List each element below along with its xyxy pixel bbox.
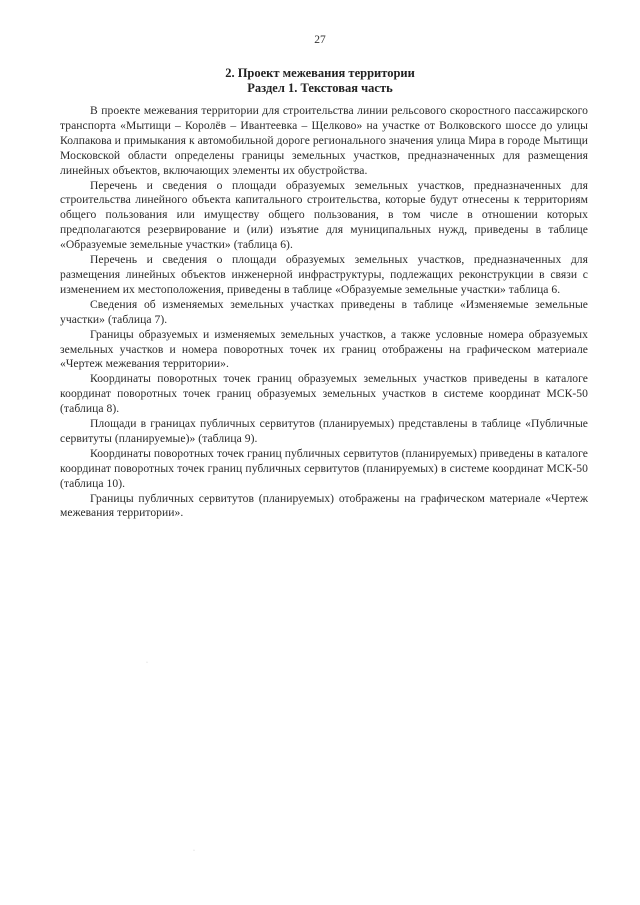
paragraph-9: Границы публичных сервитутов (планируемых) отображены на графическом материале «Чертеж межевания территории». xyxy=(60,491,588,520)
paragraph-8: Координаты поворотных точек границ публичных сервитутов (планируемых) приведены в каталоге координат поворотных точек границ публичных сервитутов (планируемых) в системе координат МСК-50 (таблица 10). xyxy=(60,446,588,490)
paragraph-4: Сведения об изменяемых земельных участках приведены в таблице «Изменяемые земельные участки» (таблица 7). xyxy=(60,297,588,326)
body-text xyxy=(60,104,588,521)
paragraph-1: В проекте межевания территории для строительства линии рельсового скоростного пассажирского транспорта «Мытищи – Королёв – Ивантеевка – Щелково» на участке от Волковского шоссе до улицы Колпакова и примыкания к автомобильной дороге регионального значения улица Мира в городе Мытищи Московской области определены границы земельных участков, предназначенных для размещения линейных объектов, включающих элементы их обустройства. xyxy=(60,104,588,177)
page-number: 27 xyxy=(314,34,326,46)
heading-title: 2. Проект межевания территории xyxy=(225,66,415,80)
paragraph-6: Координаты поворотных точек границ образуемых земельных участков приведены в каталоге координат поворотных точек границ образуемых земельных участков в системе координат МСК-50 (таблица 8). xyxy=(60,372,588,416)
scan-speck: · xyxy=(193,848,195,854)
section-heading xyxy=(60,66,580,96)
paragraph-7: Площади в границах публичных сервитутов (планируемых) представлены в таблице «Публичные сервитуты (планируемые)» (таблица 9). xyxy=(60,417,588,445)
paragraph-5: Границы образуемых и изменяемых земельных участков, а также условные номера образуемых земельных участков и номера поворотных точек их границ отображены на графическом материале «Чертеж межевания территории». xyxy=(60,327,588,371)
paragraph-3: Перечень и сведения о площади образуемых земельных участков, предназначенных для размещения линейных объектов инженерной инфраструктуры, подлежащих реконструкции в связи с изменением их местоположения, приведены в таблице «Образуемые земельные участки» таблица 6. xyxy=(60,253,588,296)
scan-speck: · xyxy=(146,660,148,666)
paragraph-2: Перечень и сведения о площади образуемых земельных участков, предназначенных для строительства линейного объекта капитального строительства, которые будут отнесены к территориям общего пользования или имуществу общего пользования, в том числе в отношении которых предполагаются резервирование и (или) изъятие для муниципальных нужд, приведены в таблице «Образуемые земельные участки» (таблица 6). xyxy=(60,178,588,252)
heading-subtitle: Раздел 1. Текстовая часть xyxy=(247,81,393,95)
